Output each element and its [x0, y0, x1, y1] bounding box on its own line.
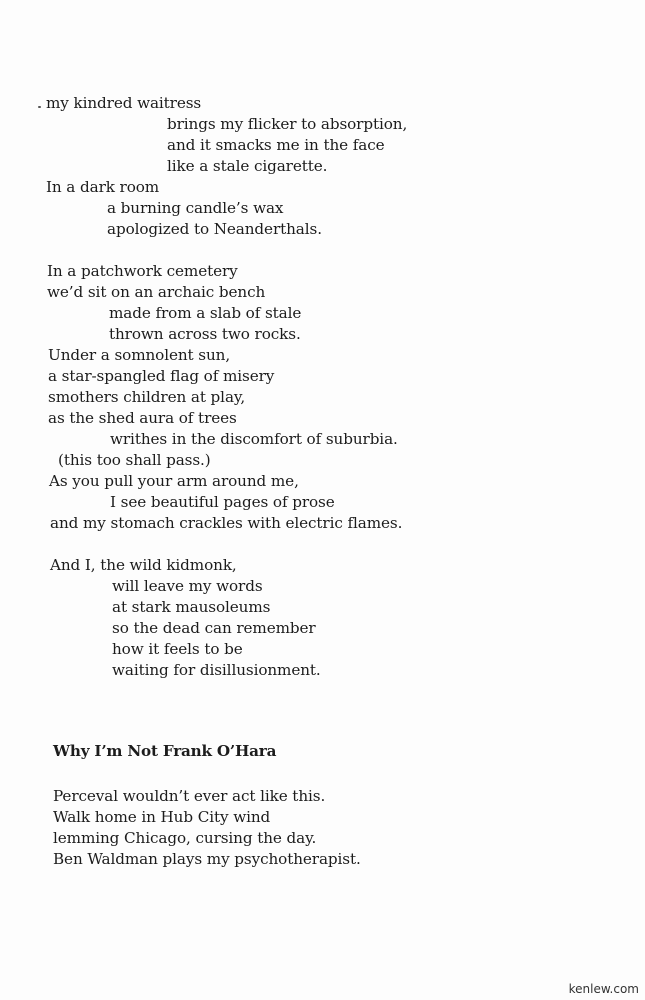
poem-line: thrown across two rocks. — [109, 325, 301, 343]
poem-line: Ben Waldman plays my psychotherapist. — [53, 850, 361, 868]
poem-line: And I, the wild kidmonk, — [50, 556, 237, 574]
poem-line: Under a somnolent sun, — [48, 346, 231, 364]
poem-line: my kindred waitress — [46, 94, 202, 112]
page-speck — [38, 106, 41, 108]
poem-line: will leave my words — [112, 577, 263, 595]
poem-line: As you pull your arm around me, — [49, 472, 299, 490]
poem-line: Perceval wouldn’t ever act like this. — [53, 787, 326, 805]
poem-line: lemming Chicago, cursing the day. — [53, 829, 317, 847]
poem-line: a star-spangled flag of misery — [48, 367, 275, 385]
poem-line: writhes in the discomfort of suburbia. — [110, 430, 398, 448]
poem-line: and my stomach crackles with electric flames. — [50, 514, 403, 532]
poem-line: a burning candle’s wax — [107, 199, 284, 217]
poem-line: apologized to Neanderthals. — [107, 220, 322, 238]
poem-line: like a stale cigarette. — [167, 157, 328, 175]
poem-line: and it smacks me in the face — [167, 136, 385, 154]
poem-line: Walk home in Hub City wind — [53, 808, 271, 826]
poem-line: smothers children at play, — [48, 388, 246, 406]
poem-line: at stark mausoleums — [112, 598, 271, 616]
poem-line: (this too shall pass.) — [58, 451, 211, 469]
poem-line: made from a slab of stale — [109, 304, 302, 322]
poem-line: In a patchwork cemetery — [47, 262, 238, 280]
poem-line: I see beautiful pages of prose — [110, 493, 335, 511]
poem-line: so the dead can remember — [112, 619, 316, 637]
poem-line: how it feels to be — [112, 640, 243, 658]
poem-line: brings my flicker to absorption, — [167, 115, 408, 133]
poem-title: Why I’m Not Frank O’Hara — [53, 742, 277, 760]
poem-line: as the shed aura of trees — [48, 409, 237, 427]
poem-line: we’d sit on an archaic bench — [47, 283, 266, 301]
poem-line: waiting for disillusionment. — [112, 661, 321, 679]
site-watermark: kenlew.com — [568, 982, 639, 996]
poem-line: In a dark room — [46, 178, 160, 196]
